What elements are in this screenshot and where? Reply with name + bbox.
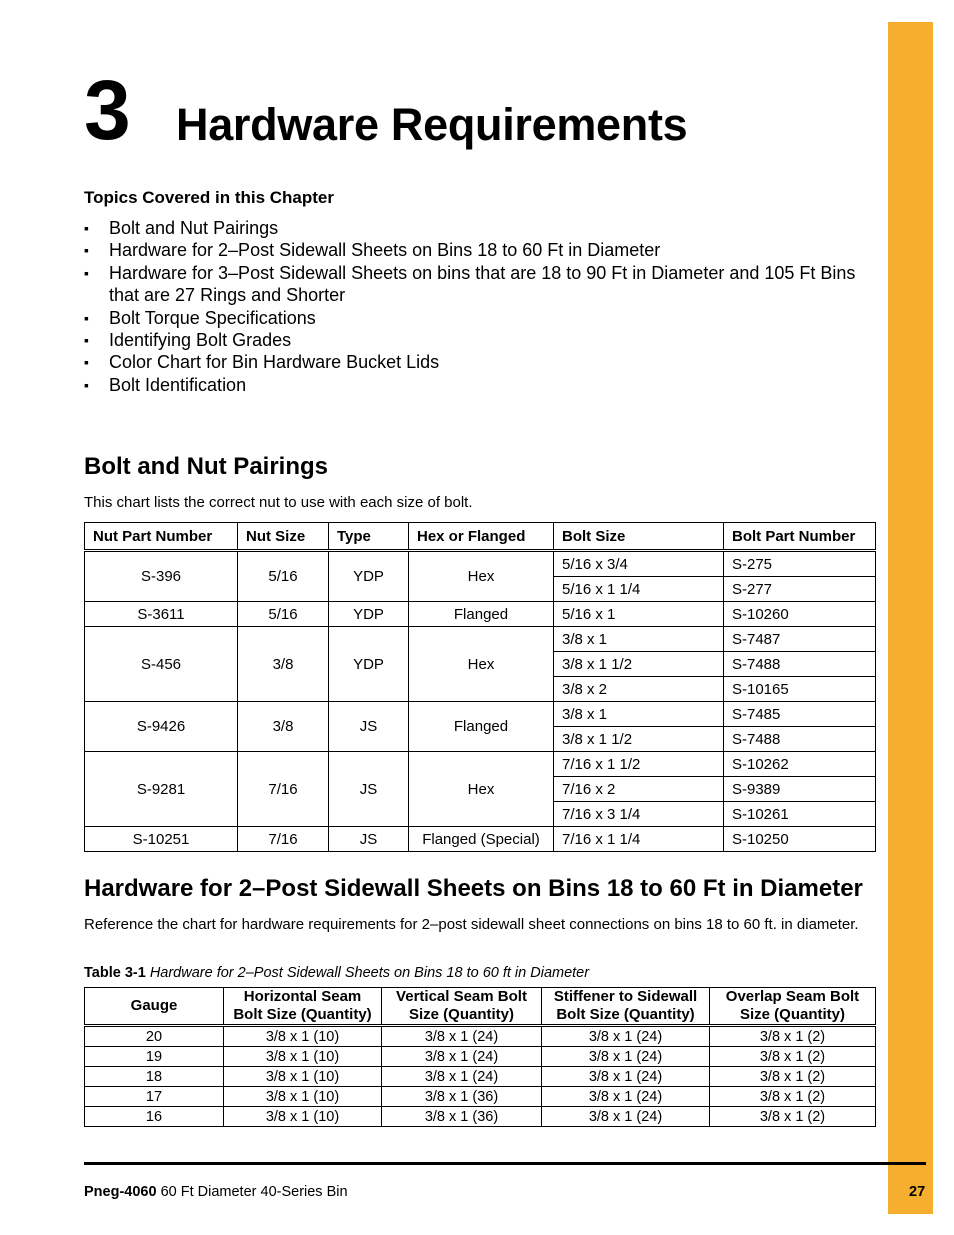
hex-or-flanged-cell: Flanged (409, 702, 554, 752)
table-caption (84, 964, 589, 982)
vertical-seam-cell: 3/8 x 1 (24) (382, 1067, 542, 1087)
column-header: Nut Part Number (85, 523, 238, 551)
section-intro: This chart lists the correct nut to use with each size of bolt. (84, 494, 473, 511)
page-number: 27 (909, 1184, 926, 1200)
vertical-seam-cell: 3/8 x 1 (24) (382, 1047, 542, 1067)
bolt-part-number-cell: S-7485 (724, 702, 876, 727)
nut-part-number-cell: S-396 (85, 551, 238, 602)
bolt-part-number-cell: S-10250 (724, 827, 876, 852)
type-cell: JS (329, 827, 409, 852)
type-cell: YDP (329, 627, 409, 702)
bolt-size-cell: 3/8 x 1 1/2 (554, 652, 724, 677)
nut-part-number-cell: S-9426 (85, 702, 238, 752)
hex-or-flanged-cell: Hex (409, 752, 554, 827)
column-header: Type (329, 523, 409, 551)
horizontal-seam-cell: 3/8 x 1 (10) (224, 1087, 382, 1107)
bullet-icon: ▪ (84, 264, 89, 281)
bolt-size-cell: 7/16 x 1 1/4 (554, 827, 724, 852)
stiffener-cell: 3/8 x 1 (24) (542, 1026, 710, 1047)
stiffener-cell: 3/8 x 1 (24) (542, 1047, 710, 1067)
nut-size-cell: 3/8 (238, 627, 329, 702)
topic-item-label: Bolt Torque Specifications (109, 307, 316, 328)
bullet-icon: ▪ (84, 332, 89, 349)
bolt-size-cell: 5/16 x 1 1/4 (554, 577, 724, 602)
bolt-size-cell: 7/16 x 2 (554, 777, 724, 802)
footer-doc-info (84, 1183, 348, 1201)
bullet-icon: ▪ (84, 354, 89, 371)
bolt-part-number-cell: S-10261 (724, 802, 876, 827)
column-header: Gauge (85, 988, 224, 1026)
nut-size-cell: 3/8 (238, 702, 329, 752)
nut-size-cell: 5/16 (238, 602, 329, 627)
table-header-row (85, 988, 876, 1026)
topic-item-label: Hardware for 3–Post Sidewall Sheets on bins that are 18 to 90 Ft in Diameter and 105 Ft Bins that are 27 Rings and Shorter (109, 262, 856, 306)
nut-size-cell: 5/16 (238, 551, 329, 602)
bolt-part-number-cell: S-275 (724, 551, 876, 577)
vertical-seam-cell: 3/8 x 1 (24) (382, 1026, 542, 1047)
gauge-cell: 16 (85, 1107, 224, 1127)
column-header: Horizontal Seam Bolt Size (Quantity) (224, 988, 382, 1026)
bolt-size-cell: 3/8 x 1 (554, 702, 724, 727)
column-header: Bolt Size (554, 523, 724, 551)
vertical-seam-cell: 3/8 x 1 (36) (382, 1107, 542, 1127)
topic-item (84, 262, 874, 307)
bolt-part-number-cell: S-9389 (724, 777, 876, 802)
bolt-size-cell: 3/8 x 1 (554, 627, 724, 652)
stiffener-cell: 3/8 x 1 (24) (542, 1087, 710, 1107)
bolt-part-number-cell: S-10165 (724, 677, 876, 702)
table-row (85, 551, 876, 577)
topic-item (84, 329, 874, 351)
bolt-size-cell: 3/8 x 2 (554, 677, 724, 702)
type-cell: YDP (329, 602, 409, 627)
column-header: Stiffener to Sidewall Bolt Size (Quantity) (542, 988, 710, 1026)
chapter-title: Hardware Requirements (176, 99, 688, 150)
nut-part-number-cell: S-9281 (85, 752, 238, 827)
section-heading-bolt-nut-pairings: Bolt and Nut Pairings (84, 453, 329, 480)
topic-item (84, 351, 874, 373)
bullet-icon: ▪ (84, 309, 89, 326)
bolt-size-cell: 7/16 x 3 1/4 (554, 802, 724, 827)
table-row (85, 1047, 876, 1067)
overlap-seam-cell: 3/8 x 1 (2) (710, 1067, 876, 1087)
type-cell: JS (329, 702, 409, 752)
topic-item (84, 217, 874, 239)
footer-rule (84, 1162, 926, 1165)
hex-or-flanged-cell: Flanged (409, 602, 554, 627)
table-caption-text: Hardware for 2–Post Sidewall Sheets on Bins 18 to 60 ft in Diameter (149, 965, 590, 981)
topics-list (84, 217, 874, 396)
section-heading-2-post-hardware: Hardware for 2–Post Sidewall Sheets on Bins 18 to 60 Ft in Diameter (84, 875, 863, 902)
column-header: Nut Size (238, 523, 329, 551)
chapter-number: 3 (84, 63, 131, 157)
overlap-seam-cell: 3/8 x 1 (2) (710, 1107, 876, 1127)
table-caption-label: Table 3-1 (84, 965, 146, 981)
table-row (85, 1026, 876, 1047)
bolt-size-cell: 3/8 x 1 1/2 (554, 727, 724, 752)
bolt-size-cell: 5/16 x 1 (554, 602, 724, 627)
bolt-size-cell: 5/16 x 3/4 (554, 551, 724, 577)
hex-or-flanged-cell: Hex (409, 627, 554, 702)
bolt-part-number-cell: S-277 (724, 577, 876, 602)
column-header: Hex or Flanged (409, 523, 554, 551)
horizontal-seam-cell: 3/8 x 1 (10) (224, 1107, 382, 1127)
overlap-seam-cell: 3/8 x 1 (2) (710, 1047, 876, 1067)
hex-or-flanged-cell: Flanged (Special) (409, 827, 554, 852)
horizontal-seam-cell: 3/8 x 1 (10) (224, 1026, 382, 1047)
gauge-cell: 19 (85, 1047, 224, 1067)
table-row (85, 1087, 876, 1107)
bolt-nut-pairings-table (84, 522, 876, 852)
chapter-tab-bar (888, 22, 933, 1214)
table-row (85, 627, 876, 652)
bolt-part-number-cell: S-7488 (724, 727, 876, 752)
vertical-seam-cell: 3/8 x 1 (36) (382, 1087, 542, 1107)
nut-part-number-cell: S-10251 (85, 827, 238, 852)
topic-item (84, 374, 874, 396)
type-cell: JS (329, 752, 409, 827)
topic-item-label: Bolt Identification (109, 374, 247, 395)
topic-item-label: Identifying Bolt Grades (109, 330, 292, 351)
footer-doc-title: 60 Ft Diameter 40-Series Bin (160, 1184, 348, 1200)
horizontal-seam-cell: 3/8 x 1 (10) (224, 1047, 382, 1067)
topic-item (84, 307, 874, 329)
column-header: Overlap Seam Bolt Size (Quantity) (710, 988, 876, 1026)
nut-size-cell: 7/16 (238, 752, 329, 827)
stiffener-cell: 3/8 x 1 (24) (542, 1107, 710, 1127)
hex-or-flanged-cell: Hex (409, 551, 554, 602)
column-header: Vertical Seam Bolt Size (Quantity) (382, 988, 542, 1026)
gauge-cell: 17 (85, 1087, 224, 1107)
topic-item-label: Color Chart for Bin Hardware Bucket Lids (109, 352, 440, 373)
nut-part-number-cell: S-456 (85, 627, 238, 702)
column-header: Bolt Part Number (724, 523, 876, 551)
bullet-icon: ▪ (84, 376, 89, 393)
table-row (85, 827, 876, 852)
nut-size-cell: 7/16 (238, 827, 329, 852)
overlap-seam-cell: 3/8 x 1 (2) (710, 1087, 876, 1107)
section-intro: Reference the chart for hardware requirements for 2–post sidewall sheet connections on bins 18 to 60 ft. in diameter. (84, 916, 859, 933)
bolt-part-number-cell: S-10262 (724, 752, 876, 777)
topic-item (84, 239, 874, 261)
two-post-hardware-table (84, 987, 876, 1127)
bolt-part-number-cell: S-7488 (724, 652, 876, 677)
bolt-part-number-cell: S-10260 (724, 602, 876, 627)
topics-heading: Topics Covered in this Chapter (84, 188, 335, 207)
table-row (85, 1107, 876, 1127)
table-row (85, 752, 876, 777)
bullet-icon: ▪ (84, 242, 89, 259)
topic-item-label: Bolt and Nut Pairings (109, 218, 279, 238)
overlap-seam-cell: 3/8 x 1 (2) (710, 1026, 876, 1047)
gauge-cell: 20 (85, 1026, 224, 1047)
stiffener-cell: 3/8 x 1 (24) (542, 1067, 710, 1087)
footer-doc-id: Pneg-4060 (84, 1184, 157, 1200)
topic-item-label: Hardware for 2–Post Sidewall Sheets on Bins 18 to 60 Ft in Diameter (109, 240, 661, 261)
table-row (85, 602, 876, 627)
bullet-icon: ▪ (84, 220, 89, 236)
table-row (85, 1067, 876, 1087)
bolt-part-number-cell: S-7487 (724, 627, 876, 652)
horizontal-seam-cell: 3/8 x 1 (10) (224, 1067, 382, 1087)
gauge-cell: 18 (85, 1067, 224, 1087)
nut-part-number-cell: S-3611 (85, 602, 238, 627)
table-header-row (85, 523, 876, 551)
type-cell: YDP (329, 551, 409, 602)
table-row (85, 702, 876, 727)
bolt-size-cell: 7/16 x 1 1/2 (554, 752, 724, 777)
